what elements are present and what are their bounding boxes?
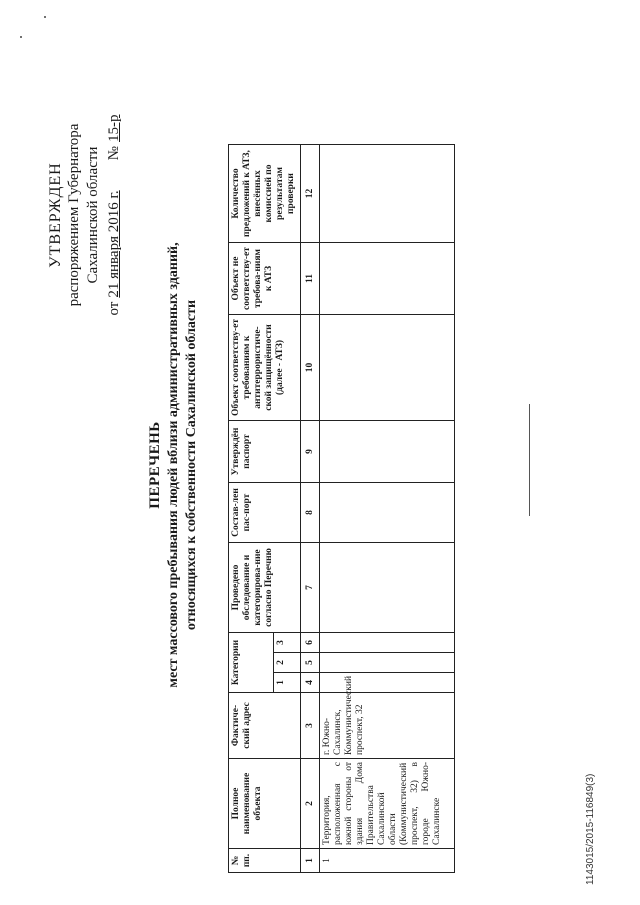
row-address: г. Южно-Сахалинск, Коммунистический проспект, 32 — [320, 693, 455, 759]
header-category-2: 2 — [274, 653, 301, 673]
header-passport-made: Состав-лен пас-порт — [229, 483, 301, 543]
approval-title: УТВЕРЖДЕН — [47, 162, 64, 268]
column-number: 7 — [301, 543, 320, 633]
header-name: Полное наименование объекта — [229, 759, 301, 849]
document-subtitle-2: относящихся к собственности Сахалинской области — [184, 299, 199, 631]
row-passport-approved — [320, 421, 455, 483]
approval-number-sign: № — [106, 146, 122, 161]
column-number: 2 — [301, 759, 320, 849]
column-number: 11 — [301, 243, 320, 315]
table-header-row — [229, 145, 274, 873]
header-category-1: 1 — [274, 673, 301, 693]
column-number: 6 — [301, 633, 320, 653]
approval-date: 21 января 2016 г. — [106, 190, 122, 298]
header-meets-requirements: Объект соответству-ет требованиям к антитеррористиче-ской защищённости (далее - АТЗ) — [229, 315, 301, 421]
header-categories: Категории — [229, 633, 274, 693]
column-number: 12 — [301, 145, 320, 243]
document-title: ПЕРЕЧЕНЬ — [147, 421, 163, 509]
row-surveyed — [320, 543, 455, 633]
column-number: 8 — [301, 483, 320, 543]
approval-number: 15-р — [106, 114, 122, 142]
objects-table — [228, 144, 455, 873]
row-proposals-count — [320, 145, 455, 243]
row-not-meets-requirements — [320, 243, 455, 315]
column-number: 9 — [301, 421, 320, 483]
scan-speck — [44, 16, 46, 18]
column-numbers-row — [301, 145, 320, 873]
header-surveyed: Проведено обследование и категорирова-ние согласно Перечню — [229, 543, 301, 633]
scan-speck — [20, 36, 22, 38]
row-no: 1 — [320, 849, 455, 873]
header-category-3: 3 — [274, 633, 301, 653]
document-heading — [145, 125, 201, 805]
approval-line-1: распоряжением Губернатора — [66, 123, 82, 307]
column-number: 4 — [301, 673, 320, 693]
document-subtitle-1: мест массового пребывания людей вблизи административных зданий, — [166, 242, 181, 688]
header-proposals-count: Количество предложений к АТЗ, внесённых комиссией по результатам проверки — [229, 145, 301, 243]
column-number: 3 — [301, 693, 320, 759]
document-code: 1143015/2015-116849(3) — [585, 773, 596, 885]
header-not-meets-requirements: Объект не соответству-ет требова-ниям к АТЗ — [229, 243, 301, 315]
approval-date-line — [105, 65, 124, 365]
approval-line-2: Сахалинской области — [85, 146, 101, 284]
row-category-1 — [320, 673, 455, 693]
approval-stamp — [46, 65, 124, 365]
column-number: 5 — [301, 653, 320, 673]
row-meets-requirements — [320, 315, 455, 421]
row-category-3 — [320, 633, 455, 653]
approval-date-prefix: от — [106, 301, 122, 316]
header-address: Фактиче-ский адрес — [229, 693, 301, 759]
row-object-name: Территория, расположенная с южной стороны от здания Дома Правительства Сахалинской области (Коммунистический проспект, 32) в городе Южно-Сахалинске — [320, 759, 455, 849]
column-number: 10 — [301, 315, 320, 421]
table-row — [320, 145, 455, 873]
header-no: № пп. — [229, 849, 301, 873]
row-passport-made — [320, 483, 455, 543]
header-passport-approved: Утверждён паспорт — [229, 421, 301, 483]
row-category-2 — [320, 653, 455, 673]
column-number: 1 — [301, 849, 320, 873]
rotated-sheet — [40, 50, 600, 885]
